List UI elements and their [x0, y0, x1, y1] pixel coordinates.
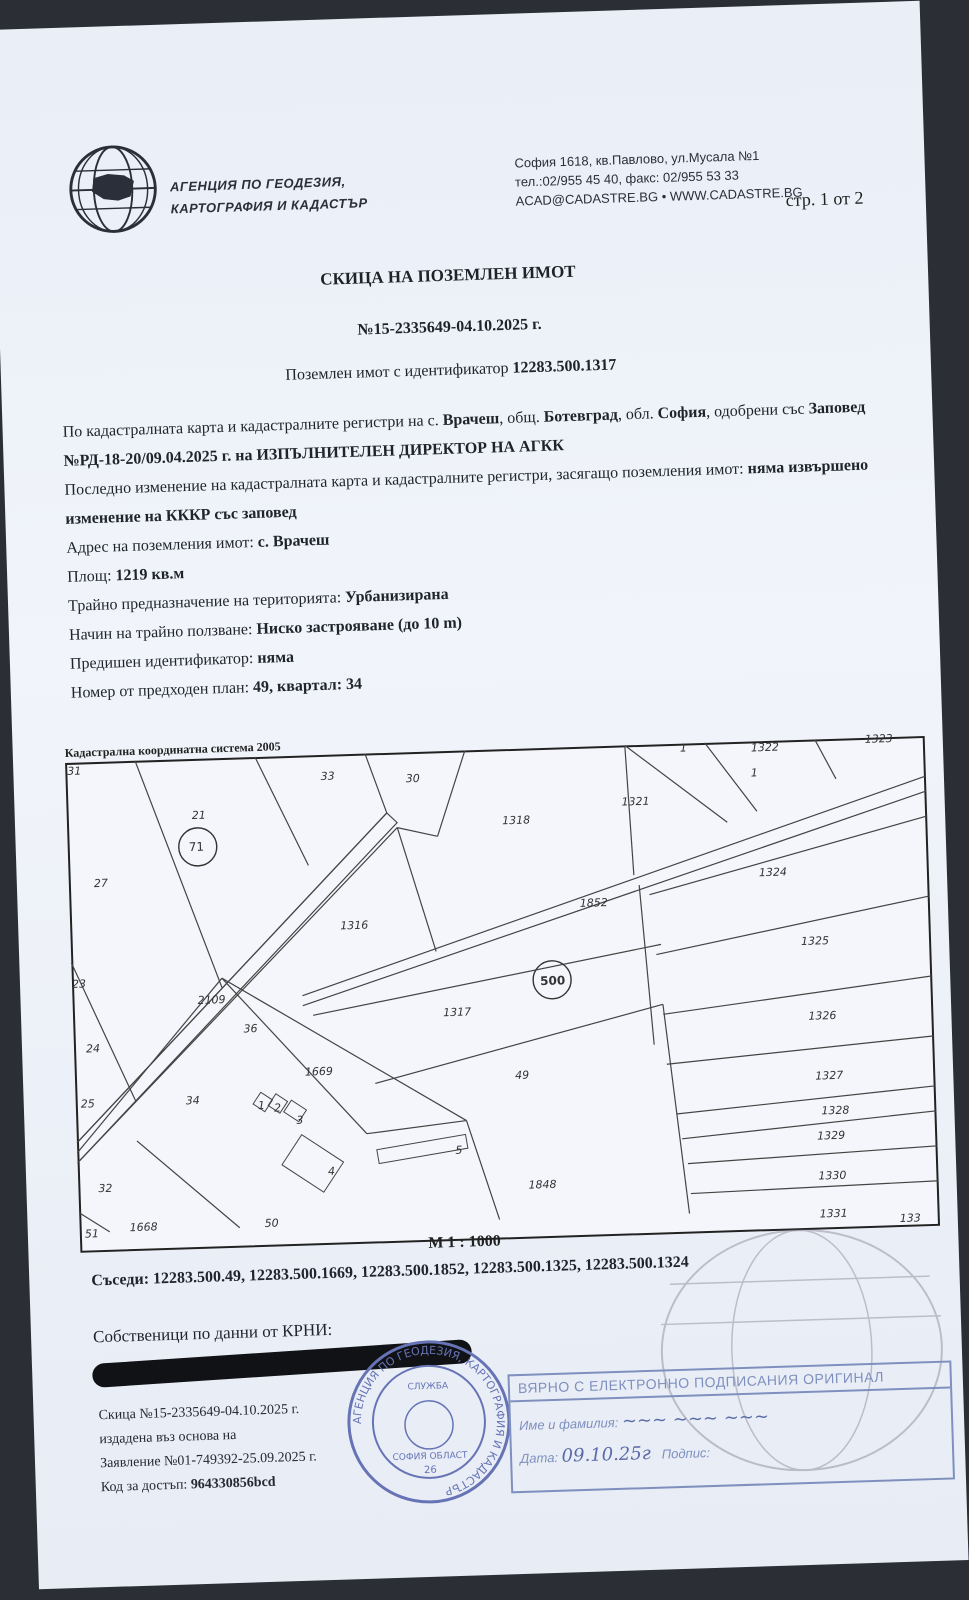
- certification-header: ВЯРНО С ЕЛЕКТРОННО ПОДПИСАНИЯ ОРИГИНАЛ: [510, 1363, 951, 1403]
- certification-box: [507, 1360, 955, 1493]
- access-code-label: Код за достъп:: [100, 1477, 188, 1496]
- area-value: 1219 кв.м: [115, 565, 185, 585]
- label-1329: 1329: [816, 1128, 846, 1143]
- prev-plan-label: Номер от предходен план:: [70, 679, 250, 702]
- stamp-ring-text: АГЕНЦИЯ ПО ГЕОДЕЗИЯ, КАРТОГРАФИЯ И КАДАСТЪР: [350, 1343, 508, 1498]
- label-1325: 1325: [800, 934, 830, 948]
- name-label: Име и фамилия:: [518, 1414, 619, 1434]
- label-36: 36: [243, 1022, 258, 1036]
- approval-order: Заповед №РД-18-20/09.04.2025 г. на ИЗПЪЛНИТЕЛЕН ДИРЕКТОР НА АГКК: [63, 398, 866, 470]
- label-1327: 1327: [815, 1068, 844, 1083]
- label-bldg-5: 5: [455, 1143, 463, 1157]
- label-1326: 1326: [808, 1008, 837, 1023]
- agency-address: София 1618, кв.Павлово, ул.Мусала №1: [514, 147, 760, 171]
- document-number: №15-2335649-04.10.2025 г.: [357, 315, 542, 339]
- purpose-value: Урбанизирана: [344, 585, 449, 607]
- label-1668: 1668: [129, 1220, 158, 1235]
- address-value: с. Врачеш: [257, 531, 330, 551]
- label-1330: 1330: [818, 1168, 847, 1183]
- official-stamp: [341, 1334, 516, 1509]
- handwritten-name: ~~~ ~~~ ~~~: [621, 1406, 770, 1432]
- footer-application: Заявление №01-749392-25.09.2025 г.: [99, 1449, 318, 1472]
- label-27: 27: [93, 876, 109, 891]
- access-code-value: 964330856bcd: [190, 1474, 276, 1493]
- date-label: Дата:: [519, 1449, 559, 1467]
- label-23: 23: [71, 977, 87, 991]
- label-1331: 1331: [819, 1206, 848, 1221]
- agency-phone: тел.:02/955 45 40, факс: 02/955 53 33: [514, 167, 740, 190]
- footer-sketch: Скица №15-2335649-04.10.2025 г.: [98, 1401, 300, 1424]
- signature-label: Подпис:: [661, 1445, 711, 1462]
- neighbors-value: 12283.500.49, 12283.500.1669, 12283.500.1852, 12283.500.1325, 12283.500.1324: [152, 1253, 690, 1288]
- coordinate-system: Кадастрална координатна система 2005: [64, 739, 281, 761]
- footer-info: [98, 1397, 318, 1500]
- label-1669: 1669: [304, 1064, 334, 1079]
- label-24: 24: [85, 1042, 101, 1056]
- agency-globe-logo-icon: [64, 140, 163, 239]
- label-32: 32: [98, 1181, 113, 1196]
- stamp-top: СЛУЖБА: [407, 1381, 449, 1393]
- label-1316: 1316: [340, 918, 369, 933]
- label-1: 1: [679, 741, 688, 755]
- municipality: Ботевград: [543, 406, 619, 426]
- label-21: 21: [191, 808, 206, 823]
- label-33: 33: [320, 769, 335, 783]
- label-1318: 1318: [501, 813, 531, 828]
- page-number: стр. 1 от 2: [785, 187, 864, 211]
- label-1322: 1322: [750, 740, 780, 755]
- label-1328: 1328: [821, 1103, 850, 1118]
- usage-value: Ниско застрояване (до 10 m): [256, 614, 463, 638]
- address-label: Адрес на поземления имот:: [66, 533, 255, 557]
- last-change-value: няма извършено изменение на КККР със заповед: [65, 456, 869, 528]
- label-1324: 1324: [758, 865, 788, 880]
- label-bldg-1: 1: [257, 1098, 266, 1113]
- stamp-bottom: СОФИЯ ОБЛАСТ: [392, 1450, 468, 1464]
- agency-web: ACAD@CADASTRE.BG • WWW.CADASTRE.BG: [515, 184, 803, 209]
- identifier-line: [1, 348, 901, 394]
- document-sheet: [0, 1, 969, 1589]
- cadastral-map: [65, 731, 940, 1253]
- label-51: 51: [84, 1227, 100, 1241]
- footer-issued: издадена въз основа на: [99, 1427, 237, 1448]
- identifier-value: 12283.500.1317: [512, 356, 617, 377]
- neighbors-label: Съседи:: [91, 1270, 150, 1290]
- area-label: Площ:: [66, 567, 112, 586]
- prev-id-label: Предишен идентификатор:: [69, 650, 254, 673]
- owners-label: Собственици по данни от КРНИ:: [92, 1319, 333, 1347]
- stamp-number: 26: [423, 1464, 437, 1477]
- region-label: , обл.: [617, 405, 654, 424]
- label-1323: 1323: [864, 731, 893, 746]
- neighbors-row: [91, 1254, 689, 1291]
- agency-contact: [514, 145, 803, 211]
- usage-label: Начин на трайно ползване:: [68, 621, 253, 644]
- label-bldg-2: 2: [273, 1101, 282, 1115]
- label-30: 30: [405, 771, 420, 786]
- label-1852: 1852: [579, 896, 608, 910]
- label-50: 50: [264, 1216, 279, 1230]
- last-change-label: Последно изменение на кадастралната карта и кадастралните регистри, засягащо поземления имот:: [64, 460, 744, 499]
- agency-name: [170, 170, 368, 220]
- label-1317: 1317: [442, 1005, 472, 1020]
- property-details: [62, 391, 931, 708]
- document-title: СКИЦА НА ПОЗЕМЛЕН ИМОТ: [319, 261, 576, 289]
- handwritten-date: 09.10.25г: [561, 1442, 652, 1467]
- label-bldg-4: 4: [327, 1164, 336, 1178]
- label-31: 31: [67, 764, 82, 778]
- identifier-label: Поземлен имот с идентификатор: [285, 359, 509, 384]
- intro-text: По кадастралната карта и кадастралните регистри на с.: [62, 412, 439, 441]
- approved-label: , одобрени със: [705, 400, 805, 421]
- agency-line1: АГЕНЦИЯ ПО ГЕОДЕЗИЯ,: [169, 173, 346, 195]
- label-34: 34: [185, 1093, 200, 1108]
- map-scale: М 1 : 1000: [428, 1232, 501, 1252]
- label-71: 71: [188, 839, 205, 855]
- label-133: 133: [899, 1211, 921, 1226]
- label-1848: 1848: [528, 1177, 557, 1192]
- label-1a: 1: [750, 766, 758, 780]
- municipality-label: , общ.: [498, 408, 540, 428]
- village: Врачеш: [442, 410, 500, 429]
- label-bldg-3: 3: [296, 1113, 304, 1127]
- prev-plan-value: 49, квартал: 34: [252, 675, 363, 697]
- prev-id-value: няма: [257, 648, 295, 667]
- label-49: 49: [514, 1068, 530, 1083]
- label-1321: 1321: [621, 794, 650, 809]
- purpose-label: Трайно предназначение на територията:: [67, 589, 342, 615]
- label-500: 500: [539, 973, 566, 989]
- label-2109: 2109: [197, 993, 226, 1007]
- label-25: 25: [80, 1097, 95, 1111]
- agency-line2: КАРТОГРАФИЯ И КАДАСТЪР: [170, 195, 368, 217]
- cadastral-map-svg: [65, 731, 940, 1253]
- region: София: [657, 403, 707, 423]
